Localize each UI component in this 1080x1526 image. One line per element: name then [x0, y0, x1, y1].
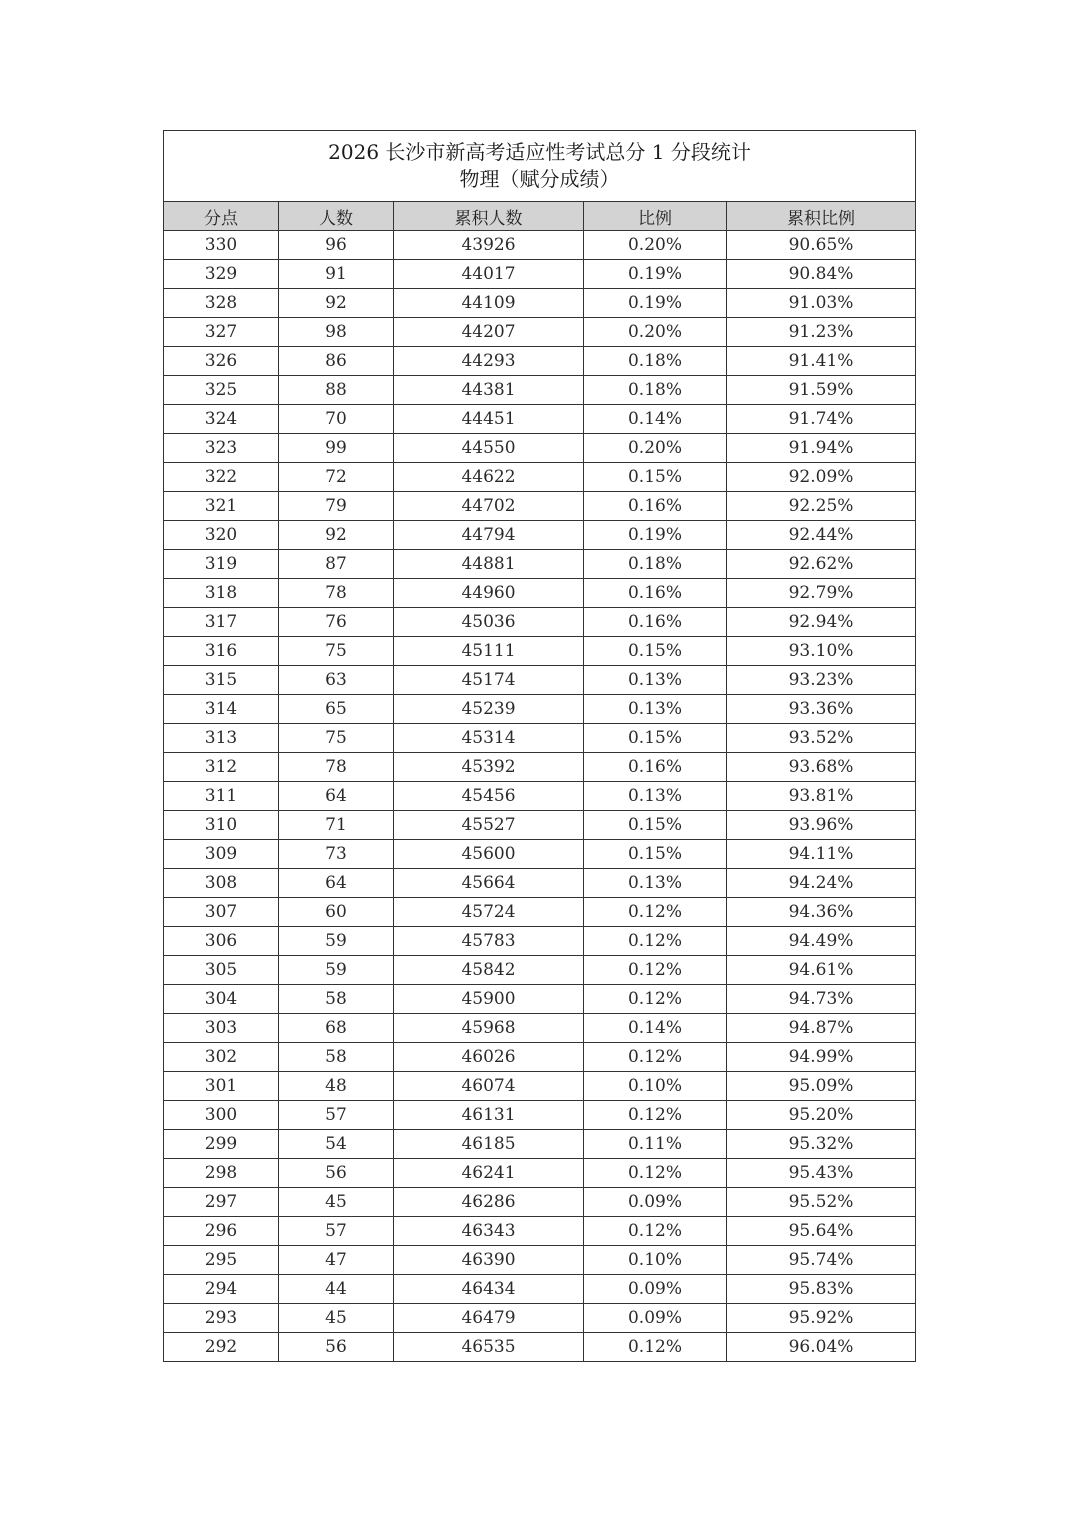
cell-score: 296: [164, 1217, 279, 1246]
cell-ratio: 0.15%: [584, 840, 727, 869]
cell-count: 63: [279, 666, 394, 695]
cell-cumulative-count: 44017: [394, 260, 584, 289]
table-row: [164, 1159, 916, 1188]
cell-cumulative-count: 45314: [394, 724, 584, 753]
cell-cumulative-ratio: 93.68%: [727, 753, 916, 782]
cell-cumulative-ratio: 95.09%: [727, 1072, 916, 1101]
cell-score: 330: [164, 231, 279, 260]
cell-cumulative-ratio: 95.83%: [727, 1275, 916, 1304]
cell-cumulative-ratio: 91.94%: [727, 434, 916, 463]
cell-ratio: 0.16%: [584, 579, 727, 608]
cell-count: 73: [279, 840, 394, 869]
cell-count: 98: [279, 318, 394, 347]
table-row: [164, 1217, 916, 1246]
cell-count: 92: [279, 521, 394, 550]
cell-cumulative-count: 46241: [394, 1159, 584, 1188]
cell-score: 295: [164, 1246, 279, 1275]
cell-cumulative-ratio: 91.59%: [727, 376, 916, 405]
table-row: [164, 637, 916, 666]
cell-cumulative-count: 45392: [394, 753, 584, 782]
column-header-cumulative-ratio: 累积比例: [727, 202, 916, 231]
cell-ratio: 0.16%: [584, 492, 727, 521]
table-row: [164, 1246, 916, 1275]
cell-cumulative-count: 46026: [394, 1043, 584, 1072]
cell-score: 322: [164, 463, 279, 492]
table-row: [164, 550, 916, 579]
cell-ratio: 0.12%: [584, 927, 727, 956]
cell-score: 294: [164, 1275, 279, 1304]
cell-ratio: 0.14%: [584, 405, 727, 434]
cell-ratio: 0.12%: [584, 1159, 727, 1188]
cell-cumulative-ratio: 94.49%: [727, 927, 916, 956]
cell-score: 326: [164, 347, 279, 376]
cell-cumulative-ratio: 93.52%: [727, 724, 916, 753]
cell-cumulative-ratio: 92.09%: [727, 463, 916, 492]
cell-cumulative-count: 45527: [394, 811, 584, 840]
table-row: [164, 840, 916, 869]
cell-cumulative-count: 45239: [394, 695, 584, 724]
cell-count: 88: [279, 376, 394, 405]
cell-cumulative-ratio: 95.20%: [727, 1101, 916, 1130]
cell-score: 305: [164, 956, 279, 985]
cell-cumulative-ratio: 92.94%: [727, 608, 916, 637]
cell-score: 329: [164, 260, 279, 289]
cell-count: 68: [279, 1014, 394, 1043]
cell-cumulative-count: 43926: [394, 231, 584, 260]
cell-score: 314: [164, 695, 279, 724]
cell-score: 307: [164, 898, 279, 927]
score-distribution-table: [163, 130, 916, 1362]
cell-ratio: 0.10%: [584, 1072, 727, 1101]
table-body: [164, 231, 916, 1362]
cell-cumulative-count: 46434: [394, 1275, 584, 1304]
column-header-score: 分点: [164, 202, 279, 231]
title-line-1: 2026 长沙市新高考适应性考试总分 1 分段统计: [328, 140, 751, 164]
cell-ratio: 0.13%: [584, 869, 727, 898]
cell-count: 57: [279, 1101, 394, 1130]
cell-score: 309: [164, 840, 279, 869]
cell-cumulative-ratio: 92.62%: [727, 550, 916, 579]
cell-ratio: 0.18%: [584, 376, 727, 405]
cell-score: 300: [164, 1101, 279, 1130]
cell-cumulative-count: 44550: [394, 434, 584, 463]
cell-cumulative-ratio: 94.87%: [727, 1014, 916, 1043]
cell-cumulative-ratio: 95.74%: [727, 1246, 916, 1275]
cell-cumulative-ratio: 94.73%: [727, 985, 916, 1014]
table-row: [164, 260, 916, 289]
cell-count: 96: [279, 231, 394, 260]
cell-count: 99: [279, 434, 394, 463]
table-row: [164, 869, 916, 898]
cell-count: 70: [279, 405, 394, 434]
cell-count: 75: [279, 637, 394, 666]
cell-cumulative-count: 45783: [394, 927, 584, 956]
table-row: [164, 318, 916, 347]
cell-cumulative-count: 46185: [394, 1130, 584, 1159]
cell-score: 311: [164, 782, 279, 811]
cell-cumulative-ratio: 91.41%: [727, 347, 916, 376]
cell-score: 299: [164, 1130, 279, 1159]
cell-score: 303: [164, 1014, 279, 1043]
cell-ratio: 0.12%: [584, 1333, 727, 1362]
cell-ratio: 0.19%: [584, 289, 727, 318]
score-distribution-sheet: [163, 130, 915, 1362]
cell-count: 56: [279, 1159, 394, 1188]
table-row: [164, 579, 916, 608]
cell-cumulative-ratio: 91.23%: [727, 318, 916, 347]
cell-cumulative-count: 45724: [394, 898, 584, 927]
cell-ratio: 0.12%: [584, 956, 727, 985]
cell-cumulative-count: 46286: [394, 1188, 584, 1217]
cell-ratio: 0.13%: [584, 666, 727, 695]
cell-cumulative-count: 44881: [394, 550, 584, 579]
cell-score: 310: [164, 811, 279, 840]
column-header-cumulative-count: 累积人数: [394, 202, 584, 231]
table-row: [164, 1188, 916, 1217]
table-row: [164, 1304, 916, 1333]
cell-ratio: 0.20%: [584, 231, 727, 260]
cell-ratio: 0.13%: [584, 695, 727, 724]
cell-ratio: 0.09%: [584, 1188, 727, 1217]
cell-cumulative-ratio: 93.81%: [727, 782, 916, 811]
column-header-count: 人数: [279, 202, 394, 231]
cell-score: 301: [164, 1072, 279, 1101]
table-row: [164, 608, 916, 637]
table-row: [164, 724, 916, 753]
cell-count: 59: [279, 956, 394, 985]
cell-cumulative-ratio: 93.96%: [727, 811, 916, 840]
cell-cumulative-ratio: 95.43%: [727, 1159, 916, 1188]
cell-count: 45: [279, 1188, 394, 1217]
title-row: [164, 131, 916, 202]
table-row: [164, 753, 916, 782]
cell-score: 317: [164, 608, 279, 637]
cell-count: 59: [279, 927, 394, 956]
cell-cumulative-count: 46131: [394, 1101, 584, 1130]
cell-cumulative-count: 44622: [394, 463, 584, 492]
table-row: [164, 695, 916, 724]
table-row: [164, 376, 916, 405]
cell-cumulative-count: 45600: [394, 840, 584, 869]
cell-ratio: 0.09%: [584, 1304, 727, 1333]
cell-score: 302: [164, 1043, 279, 1072]
cell-score: 318: [164, 579, 279, 608]
table-row: [164, 492, 916, 521]
cell-cumulative-ratio: 90.65%: [727, 231, 916, 260]
cell-ratio: 0.16%: [584, 608, 727, 637]
cell-score: 321: [164, 492, 279, 521]
cell-cumulative-count: 44960: [394, 579, 584, 608]
cell-cumulative-ratio: 93.23%: [727, 666, 916, 695]
cell-cumulative-ratio: 94.36%: [727, 898, 916, 927]
cell-ratio: 0.13%: [584, 782, 727, 811]
cell-ratio: 0.19%: [584, 260, 727, 289]
cell-cumulative-ratio: 90.84%: [727, 260, 916, 289]
cell-cumulative-ratio: 95.52%: [727, 1188, 916, 1217]
table-row: [164, 956, 916, 985]
cell-cumulative-ratio: 93.36%: [727, 695, 916, 724]
cell-score: 328: [164, 289, 279, 318]
cell-cumulative-count: 44794: [394, 521, 584, 550]
cell-score: 323: [164, 434, 279, 463]
cell-count: 87: [279, 550, 394, 579]
cell-cumulative-ratio: 94.61%: [727, 956, 916, 985]
cell-score: 298: [164, 1159, 279, 1188]
table-row: [164, 347, 916, 376]
cell-count: 45: [279, 1304, 394, 1333]
cell-score: 306: [164, 927, 279, 956]
cell-cumulative-ratio: 95.64%: [727, 1217, 916, 1246]
cell-cumulative-count: 45968: [394, 1014, 584, 1043]
cell-score: 293: [164, 1304, 279, 1333]
cell-cumulative-ratio: 95.32%: [727, 1130, 916, 1159]
table-row: [164, 811, 916, 840]
table-row: [164, 1333, 916, 1362]
cell-count: 48: [279, 1072, 394, 1101]
cell-ratio: 0.18%: [584, 550, 727, 579]
cell-score: 325: [164, 376, 279, 405]
cell-ratio: 0.10%: [584, 1246, 727, 1275]
cell-score: 319: [164, 550, 279, 579]
cell-cumulative-count: 44109: [394, 289, 584, 318]
cell-count: 56: [279, 1333, 394, 1362]
cell-cumulative-count: 45842: [394, 956, 584, 985]
cell-cumulative-count: 45664: [394, 869, 584, 898]
cell-count: 79: [279, 492, 394, 521]
cell-ratio: 0.19%: [584, 521, 727, 550]
cell-cumulative-count: 46479: [394, 1304, 584, 1333]
table-row: [164, 231, 916, 260]
cell-count: 92: [279, 289, 394, 318]
cell-ratio: 0.20%: [584, 318, 727, 347]
cell-cumulative-count: 46074: [394, 1072, 584, 1101]
table-row: [164, 1043, 916, 1072]
cell-ratio: 0.11%: [584, 1130, 727, 1159]
table-row: [164, 405, 916, 434]
cell-cumulative-count: 44381: [394, 376, 584, 405]
cell-score: 308: [164, 869, 279, 898]
column-header-row: [164, 202, 916, 231]
cell-score: 316: [164, 637, 279, 666]
table-row: [164, 463, 916, 492]
cell-cumulative-ratio: 94.99%: [727, 1043, 916, 1072]
cell-cumulative-count: 44451: [394, 405, 584, 434]
cell-score: 297: [164, 1188, 279, 1217]
cell-count: 91: [279, 260, 394, 289]
cell-ratio: 0.12%: [584, 898, 727, 927]
cell-cumulative-ratio: 92.44%: [727, 521, 916, 550]
cell-count: 86: [279, 347, 394, 376]
cell-count: 71: [279, 811, 394, 840]
cell-cumulative-ratio: 94.11%: [727, 840, 916, 869]
cell-score: 315: [164, 666, 279, 695]
cell-cumulative-count: 45111: [394, 637, 584, 666]
cell-cumulative-count: 46343: [394, 1217, 584, 1246]
cell-ratio: 0.15%: [584, 724, 727, 753]
column-header-ratio: 比例: [584, 202, 727, 231]
table-row: [164, 1072, 916, 1101]
cell-count: 72: [279, 463, 394, 492]
table-row: [164, 898, 916, 927]
table-row: [164, 1130, 916, 1159]
cell-cumulative-ratio: 91.03%: [727, 289, 916, 318]
cell-count: 65: [279, 695, 394, 724]
cell-count: 57: [279, 1217, 394, 1246]
cell-ratio: 0.14%: [584, 1014, 727, 1043]
cell-score: 327: [164, 318, 279, 347]
cell-score: 313: [164, 724, 279, 753]
cell-ratio: 0.15%: [584, 463, 727, 492]
cell-cumulative-count: 44293: [394, 347, 584, 376]
title-line-2: 物理（赋分成绩）: [459, 167, 620, 191]
table-title: [164, 131, 916, 202]
cell-cumulative-count: 44207: [394, 318, 584, 347]
cell-cumulative-count: 45900: [394, 985, 584, 1014]
cell-cumulative-count: 45036: [394, 608, 584, 637]
table-row: [164, 289, 916, 318]
cell-score: 292: [164, 1333, 279, 1362]
cell-ratio: 0.18%: [584, 347, 727, 376]
cell-cumulative-count: 45456: [394, 782, 584, 811]
cell-ratio: 0.12%: [584, 985, 727, 1014]
cell-ratio: 0.12%: [584, 1043, 727, 1072]
cell-count: 58: [279, 985, 394, 1014]
cell-count: 64: [279, 782, 394, 811]
cell-count: 47: [279, 1246, 394, 1275]
cell-cumulative-count: 45174: [394, 666, 584, 695]
cell-cumulative-ratio: 91.74%: [727, 405, 916, 434]
cell-score: 304: [164, 985, 279, 1014]
table-row: [164, 1014, 916, 1043]
cell-cumulative-ratio: 95.92%: [727, 1304, 916, 1333]
cell-cumulative-count: 44702: [394, 492, 584, 521]
cell-ratio: 0.12%: [584, 1101, 727, 1130]
table-row: [164, 985, 916, 1014]
cell-count: 58: [279, 1043, 394, 1072]
table-row: [164, 927, 916, 956]
table-row: [164, 666, 916, 695]
cell-count: 78: [279, 579, 394, 608]
cell-score: 324: [164, 405, 279, 434]
cell-cumulative-ratio: 92.79%: [727, 579, 916, 608]
cell-count: 75: [279, 724, 394, 753]
cell-count: 60: [279, 898, 394, 927]
table-row: [164, 434, 916, 463]
cell-ratio: 0.15%: [584, 637, 727, 666]
cell-cumulative-ratio: 94.24%: [727, 869, 916, 898]
cell-count: 78: [279, 753, 394, 782]
table-row: [164, 1101, 916, 1130]
table-row: [164, 782, 916, 811]
cell-score: 312: [164, 753, 279, 782]
cell-ratio: 0.15%: [584, 811, 727, 840]
cell-cumulative-ratio: 92.25%: [727, 492, 916, 521]
cell-cumulative-ratio: 96.04%: [727, 1333, 916, 1362]
cell-count: 64: [279, 869, 394, 898]
cell-count: 54: [279, 1130, 394, 1159]
cell-score: 320: [164, 521, 279, 550]
cell-ratio: 0.09%: [584, 1275, 727, 1304]
table-row: [164, 521, 916, 550]
cell-cumulative-ratio: 93.10%: [727, 637, 916, 666]
cell-ratio: 0.12%: [584, 1217, 727, 1246]
cell-count: 76: [279, 608, 394, 637]
cell-ratio: 0.20%: [584, 434, 727, 463]
cell-cumulative-count: 46535: [394, 1333, 584, 1362]
cell-ratio: 0.16%: [584, 753, 727, 782]
cell-cumulative-count: 46390: [394, 1246, 584, 1275]
cell-count: 44: [279, 1275, 394, 1304]
table-row: [164, 1275, 916, 1304]
